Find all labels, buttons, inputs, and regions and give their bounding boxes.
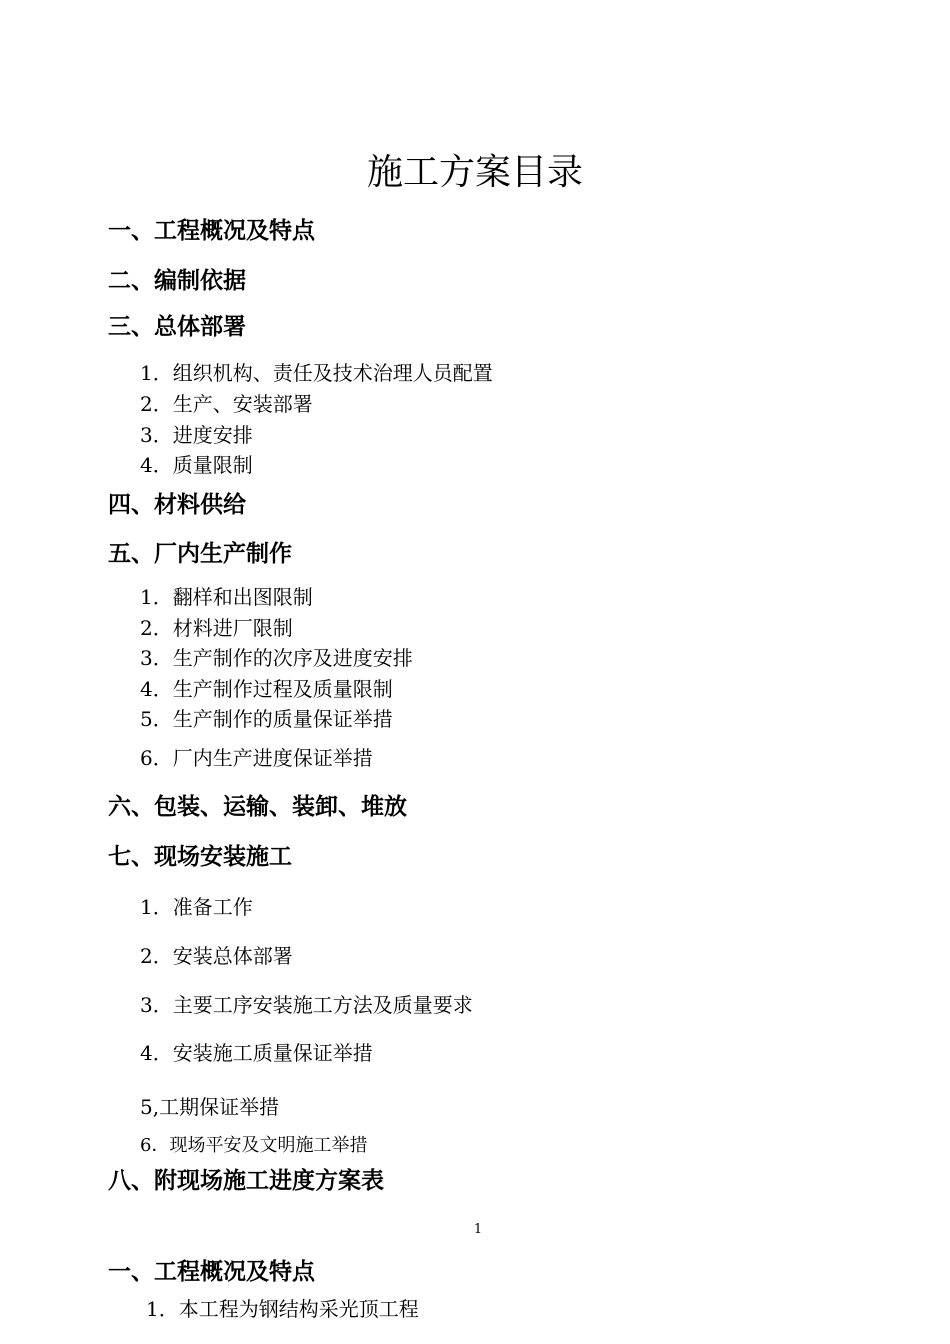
toc-item-7-2: 2．安装总体部署 [140,944,293,968]
toc-section-4: 四、材料供给 [108,492,246,518]
toc-item-3-3: 3．进度安排 [140,423,253,447]
toc-section-1: 一、工程概况及特点 [108,218,315,244]
toc-item-5-2: 2．材料进厂限制 [140,616,293,640]
page-number: 1 [473,1222,483,1237]
toc-section-7: 七、现场安装施工 [108,844,292,870]
toc-section-3: 三、总体部署 [108,314,246,340]
body-section-heading: 一、工程概况及特点 [108,1259,315,1285]
toc-title: 施工方案目录 [366,152,583,193]
toc-section-8: 八、附现场施工进度方案表 [108,1168,384,1194]
toc-item-3-4: 4．质量限制 [140,453,253,477]
toc-item-7-1: 1．准备工作 [140,895,253,919]
toc-item-5-1: 1．翻样和出图限制 [140,585,313,609]
toc-item-7-6: 6．现场平安及文明施工举措 [140,1135,368,1156]
toc-item-7-4: 4．安装施工质量保证举措 [140,1041,373,1065]
toc-item-3-1: 1．组织机构、责任及技术治理人员配置 [140,361,493,385]
toc-item-5-5: 5．生产制作的质量保证举措 [140,707,393,731]
body-item-1: 1．本工程为钢结构采光顶工程 [146,1297,419,1321]
toc-item-5-6: 6．厂内生产进度保证举措 [140,746,373,770]
toc-section-5: 五、厂内生产制作 [108,541,292,567]
toc-item-5-3: 3．生产制作的次序及进度安排 [140,646,413,670]
toc-item-3-2: 2．生产、安装部署 [140,392,313,416]
toc-section-6: 六、包装、运输、装卸、堆放 [108,794,407,820]
toc-item-5-4: 4．生产制作过程及质量限制 [140,677,393,701]
toc-section-2: 二、编制依据 [108,268,246,294]
toc-item-7-3: 3．主要工序安装施工方法及质量要求 [140,993,473,1017]
toc-item-7-5: 5,工期保证举措 [140,1095,280,1119]
